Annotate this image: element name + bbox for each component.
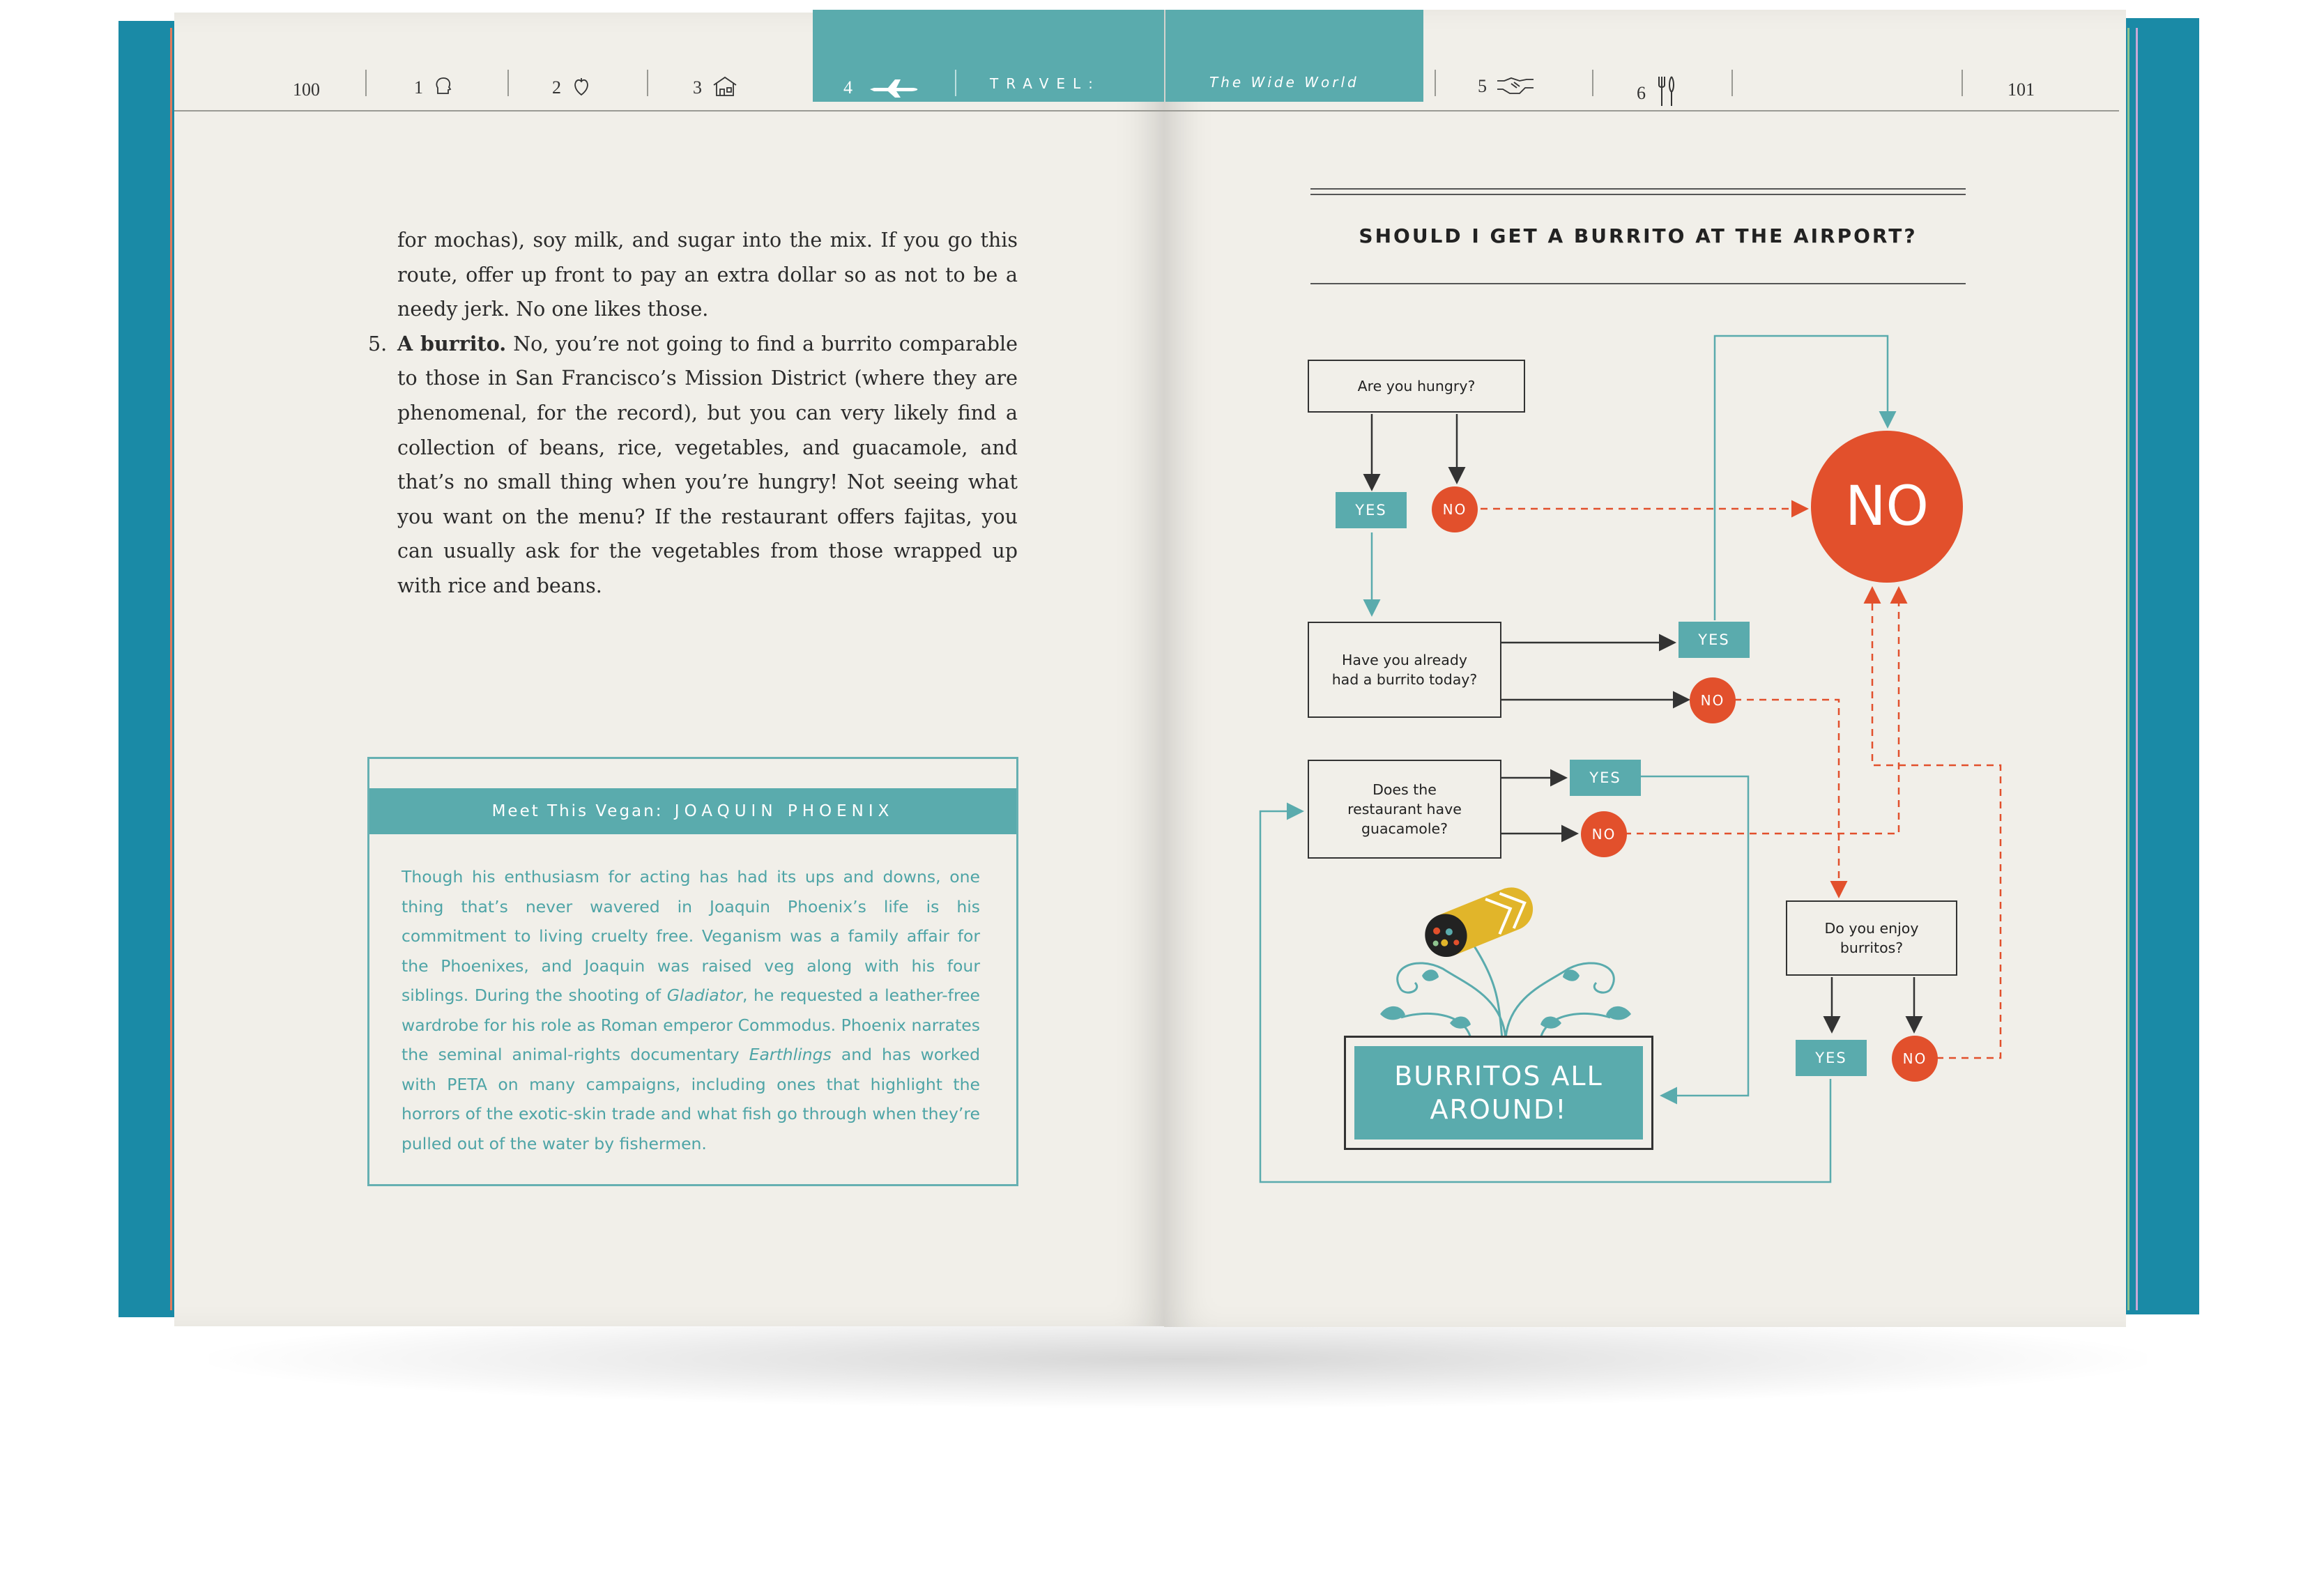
chapter-number: 3: [693, 77, 702, 98]
film-title: Earthlings: [749, 1045, 832, 1064]
sidebar-text-part: and has worked with PETA on many campaigns, including ones that highlight the horrors of the exotic-skin trade and what fish go through when they’re pulled out of the water by fishermen.: [402, 1045, 980, 1153]
film-title: Gladiator: [666, 985, 742, 1005]
yes-label-1: YES: [1336, 492, 1407, 528]
chapter-number: 1: [414, 77, 423, 98]
yes-label-3: YES: [1570, 760, 1641, 796]
paragraph-continuation: for mochas), soy milk, and sugar into the mix. If you go this route, offer up front to pay an extra dollar so as not to be a needy jerk. No one likes those.: [397, 229, 1018, 321]
page-number-right: 101: [2008, 79, 2035, 100]
chapter-number: 6: [1637, 83, 1646, 103]
section-subtitle: The Wide World: [1209, 74, 1359, 91]
section-title: TRAVEL:: [990, 75, 1101, 92]
result-label: BURRITOS ALL AROUND!: [1354, 1046, 1643, 1140]
question-hungry: Are you hungry?: [1308, 360, 1525, 413]
no-circle-2: NO: [1690, 677, 1736, 723]
result-box: [1344, 1036, 1653, 1150]
no-circle-1: NO: [1432, 486, 1478, 532]
list-item-text: No, you’re not going to find a burrito comparable to those in San Francisco’s Mission District (where they are phenomenal, for the record), but you can very likely find a collection of beans, rice, vegetables, and guacamole, and that’s no small thing when you’re hungry! Not seeing what you want on the menu? If the restaurant offers fajitas, you can usually ask for the vegetables from those wrapped up with rice and beans.: [397, 332, 1018, 597]
flowchart-title: SHOULD I GET A BURRITO AT THE AIRPORT?: [1359, 224, 1918, 247]
list-item-lead: A burrito.: [397, 331, 507, 355]
sidebar-title-name: JOAQUIN PHOENIX: [674, 802, 894, 820]
list-item-number: 5.: [368, 332, 388, 355]
yes-label-2: YES: [1679, 622, 1750, 658]
sidebar-title-prefix: Meet This Vegan:: [491, 802, 664, 820]
question-guacamole: Does the restaurant have guacamole?: [1308, 760, 1501, 859]
no-circle-3: NO: [1581, 811, 1627, 857]
big-no-circle: NO: [1811, 431, 1963, 583]
chapter-number: 2: [552, 77, 561, 98]
burrito-plant-illustration: [1359, 878, 1652, 1038]
chapter-number: 4: [843, 77, 852, 98]
sidebar-text-part: Though his enthusiasm for acting has had its ups and downs, one thing that’s never wavered in Joaquin Phoenix’s life is his commitment to living cruelty free. Veganism was a family affair for the Phoenixes, and Joaquin was raised veg along with his four siblings. During the shooting of: [402, 867, 980, 1005]
yes-label-4: YES: [1796, 1040, 1867, 1076]
chapter-number: 5: [1478, 76, 1487, 96]
no-circle-4: NO: [1892, 1036, 1938, 1082]
sidebar-text-part: , he requested a leather-free wardrobe for his role as Roman emperor Commodus. Phoenix narrates the seminal animal-rights documentary: [402, 985, 981, 1064]
question-had-burrito: Have you already had a burrito today?: [1308, 622, 1501, 718]
page-number-left: 100: [293, 79, 320, 100]
question-enjoy-burritos: Do you enjoy burritos?: [1786, 900, 1957, 976]
